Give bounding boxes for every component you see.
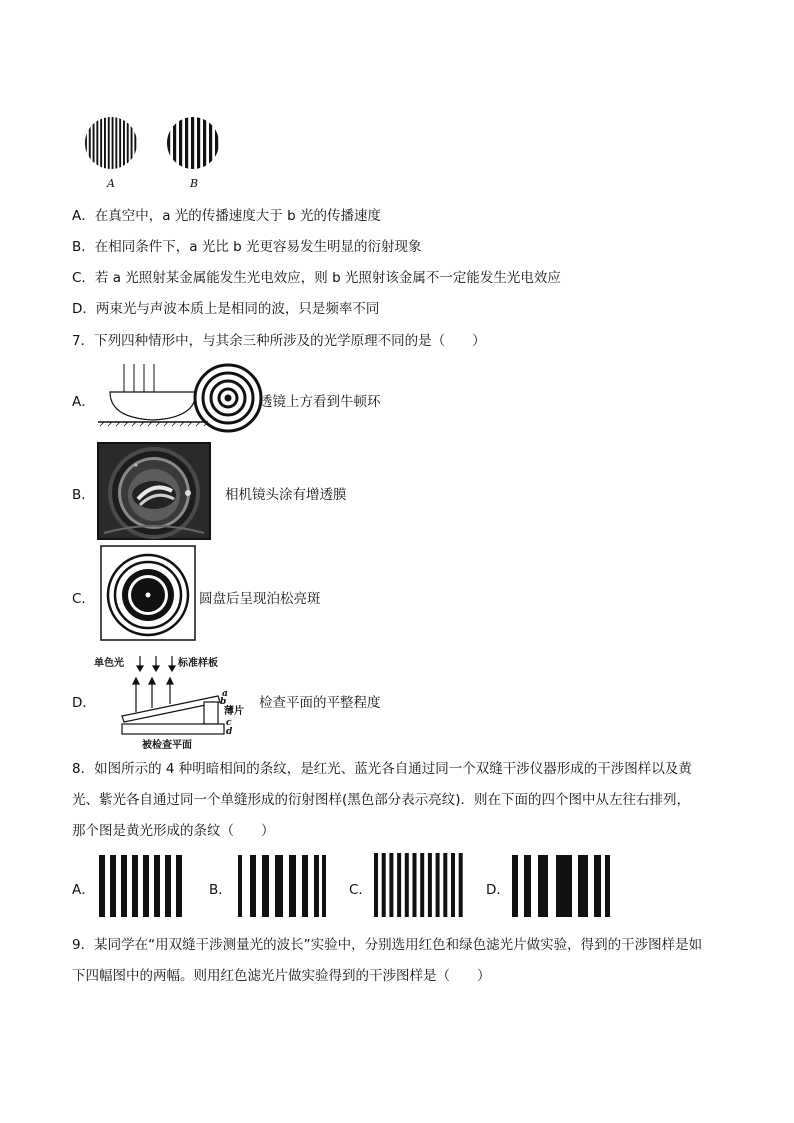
pattern-stripe [428,853,432,917]
q7-stem: 7．下列四种情形中，与其余三种所涉及的光学原理不同的是（ ） [72,333,486,349]
pattern-stripe [578,855,588,917]
inspected-plane-label: 被检查平面 [142,740,192,751]
q7-option-a-caption: 透镜上方看到牛顿环 [259,394,381,410]
pattern-stripe [405,853,409,917]
pattern-stripe [99,855,105,917]
q6-fringe-pattern-a [84,116,138,170]
q8-option-c-letter: C． [349,882,372,898]
q7-option-d-caption: 检查平面的平整程度 [259,695,381,711]
fringe-stripe [123,116,125,170]
pattern-stripe [275,855,283,917]
fringe-stripe [209,116,212,170]
label-c: c [226,718,232,728]
pattern-stripe [459,853,463,917]
q8-stem-line-3: 那个图是黄光形成的条纹（ ） [72,823,275,839]
q9-stem-line-1: 9．某同学在“用双缝干涉测量光的波长”实验中，分别选用红色和绿色滤光片做实验，得到的干涉图样是如 [72,937,703,953]
q8-pattern-a [99,855,187,917]
fringe-stripe [96,116,98,170]
pattern-stripe [262,855,269,917]
q6-option-b: B．在相同条件下，a 光比 b 光更容易发生明显的衍射现象 [72,239,422,255]
standard-plate-label: 标准样板 [178,658,218,669]
pattern-stripe [289,855,296,917]
q8-pattern-d [512,855,610,917]
label-b: b [220,697,227,707]
pattern-stripe [512,855,518,917]
pattern-stripe [538,855,548,917]
fringe-stripe [112,116,114,170]
q7-camera-lens-photo [98,443,210,539]
q6-option-a: A．在真空中，a 光的传播速度大于 b 光的传播速度 [72,208,381,224]
fringe-stripe [131,116,133,170]
pattern-stripe [382,853,386,917]
fringe-stripe [115,116,117,170]
q7-option-d-letter: D． [72,695,96,711]
thin-sheet-label: 薄片 [224,706,244,717]
q8-option-a-letter: A． [72,882,95,898]
pattern-stripe [121,855,127,917]
pattern-stripe [132,855,138,917]
pattern-stripe [374,853,378,917]
fringe-stripe [203,116,206,170]
label-a: a [222,689,228,699]
pattern-stripe [314,855,319,917]
fringe-stripe [104,116,106,170]
pattern-stripe [443,853,447,917]
fringe-stripe [173,116,176,170]
pattern-stripe [524,855,531,917]
q7-poisson-spot-figure [100,545,196,641]
fringe-stripe [119,116,121,170]
mono-light-label: 单色光 [94,658,124,669]
pattern-stripe [322,855,326,917]
pattern-stripe [143,855,149,917]
q9-stem-line-2: 下四幅图中的两幅。则用红色滤光片做实验得到的干涉图样是（ ） [72,968,491,984]
q8-pattern-b [238,855,326,917]
fringe-stripe [197,116,200,170]
pattern-stripe [397,853,401,917]
q7-option-a-letter: A． [72,394,95,410]
pattern-stripe [389,853,393,917]
pattern-stripe [165,855,171,917]
pattern-stripe [594,855,601,917]
fringe-stripe [134,116,136,170]
fringe-stripe [215,116,218,170]
q8-stem-line-1: 8．如图所示的 4 种明暗相间的条纹，是红光、蓝光各自通过同一个双缝干涉仪器形成的干涉图样以及黄 [72,761,692,777]
pattern-stripe [302,855,308,917]
pattern-stripe [413,853,417,917]
q8-stem-line-2: 光、紫光各自通过同一个单缝形成的衍射图样(黑色部分表示亮纹)．则在下面的四个图中从左往右排列， [72,792,691,808]
pattern-stripe [238,855,242,917]
q7-option-c-letter: C． [72,591,95,607]
pattern-stripe [420,853,424,917]
q7-newton-rings-figure [96,360,262,432]
q7-option-c-caption: 圆盘后呈现泊松亮斑 [199,591,321,607]
q7-option-b-letter: B． [72,487,95,503]
pattern-stripe [176,855,182,917]
label-d: d [226,727,233,737]
q6-label-a: A [107,177,115,190]
fringe-stripe [89,116,91,170]
fringe-stripe [167,116,170,170]
fringe-stripe [179,116,182,170]
pattern-stripe [110,855,116,917]
q8-option-d-letter: D． [486,882,510,898]
q7-option-b-caption: 相机镜头涂有增透膜 [225,487,347,503]
pattern-stripe [250,855,256,917]
fringe-stripe [85,116,87,170]
fringe-stripe [191,116,194,170]
fringe-stripe [93,116,95,170]
pattern-stripe [556,855,572,917]
q6-option-c: C．若 a 光照射某金属能发生光电效应，则 b 光照射该金属不一定能发生光电效应 [72,270,561,286]
pattern-stripe [451,853,455,917]
fringe-stripe [108,116,110,170]
q8-option-b-letter: B． [209,882,232,898]
pattern-stripe [436,853,440,917]
q7-flatness-check-diagram [92,652,252,752]
pattern-stripe [605,855,610,917]
q8-pattern-c [374,853,466,917]
q6-label-b: B [190,177,199,190]
q6-fringe-pattern-b [166,116,220,170]
pattern-stripe [154,855,160,917]
fringe-stripe [100,116,102,170]
fringe-stripe [185,116,188,170]
fringe-stripe [127,116,129,170]
q6-option-d: D．两束光与声波本质上是相同的波，只是频率不同 [72,301,380,317]
